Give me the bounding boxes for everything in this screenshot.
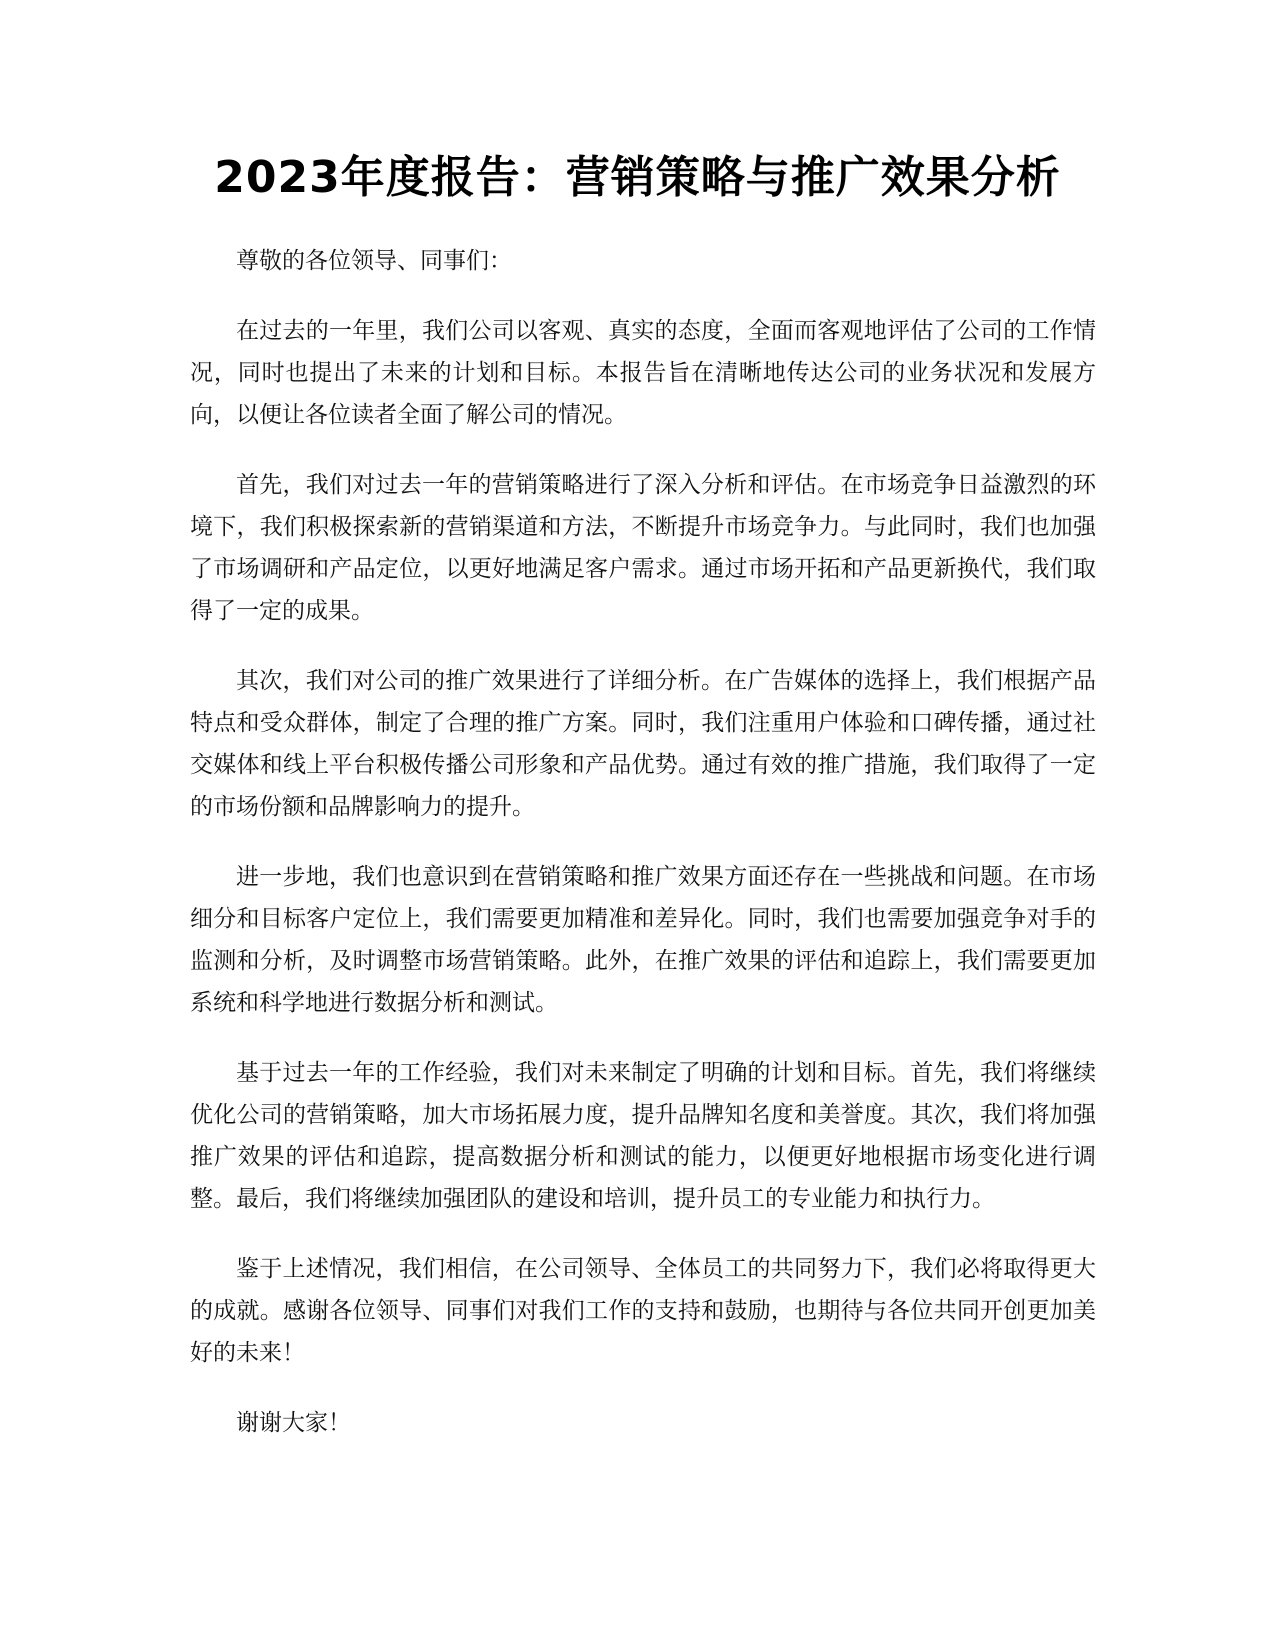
paragraph-conclusion: 鉴于上述情况，我们相信，在公司领导、全体员工的共同努力下，我们必将取得更大的成就。感谢各位领导、同事们对我们工作的支持和鼓励，也期待与各位共同开创更加美好的未来！: [190, 1256, 1096, 1366]
paragraph-promotion-effect: 其次，我们对公司的推广效果进行了详细分析。在广告媒体的选择上，我们根据产品特点和受众群体，制定了合理的推广方案。同时，我们注重用户体验和口碑传播，通过社交媒体和线上平台积极传播公司形象和产品优势。通过有效的推广措施，我们取得了一定的市场份额和品牌影响力的提升。: [190, 668, 1096, 820]
paragraph-intro: 在过去的一年里，我们公司以客观、真实的态度，全面而客观地评估了公司的工作情况，同时也提出了未来的计划和目标。本报告旨在清晰地传达公司的业务状况和发展方向，以便让各位读者全面了解公司的情况。: [190, 318, 1096, 428]
document-body: [190, 240, 1096, 1472]
paragraph-future-plans: 基于过去一年的工作经验，我们对未来制定了明确的计划和目标。首先，我们将继续优化公司的营销策略，加大市场拓展力度，提升品牌知名度和美誉度。其次，我们将加强推广效果的评估和追踪，提高数据分析和测试的能力，以便更好地根据市场变化进行调整。最后，我们将继续加强团队的建设和培训，提升员工的专业能力和执行力。: [190, 1060, 1096, 1212]
paragraph-challenges: 进一步地，我们也意识到在营销策略和推广效果方面还存在一些挑战和问题。在市场细分和目标客户定位上，我们需要更加精准和差异化。同时，我们也需要加强竞争对手的监测和分析，及时调整市场营销策略。此外，在推广效果的评估和追踪上，我们需要更加系统和科学地进行数据分析和测试。: [190, 864, 1096, 1016]
paragraph-marketing-strategy: 首先，我们对过去一年的营销策略进行了深入分析和评估。在市场竞争日益激烈的环境下，我们积极探索新的营销渠道和方法，不断提升市场竞争力。与此同时，我们也加强了市场调研和产品定位，以更好地满足客户需求。通过市场开拓和产品更新换代，我们取得了一定的成果。: [190, 472, 1096, 624]
paragraph-closing: 谢谢大家！: [236, 1410, 351, 1436]
document-title: 2023年度报告：营销策略与推广效果分析: [214, 152, 1061, 203]
paragraph-salutation: 尊敬的各位领导、同事们：: [236, 248, 512, 274]
